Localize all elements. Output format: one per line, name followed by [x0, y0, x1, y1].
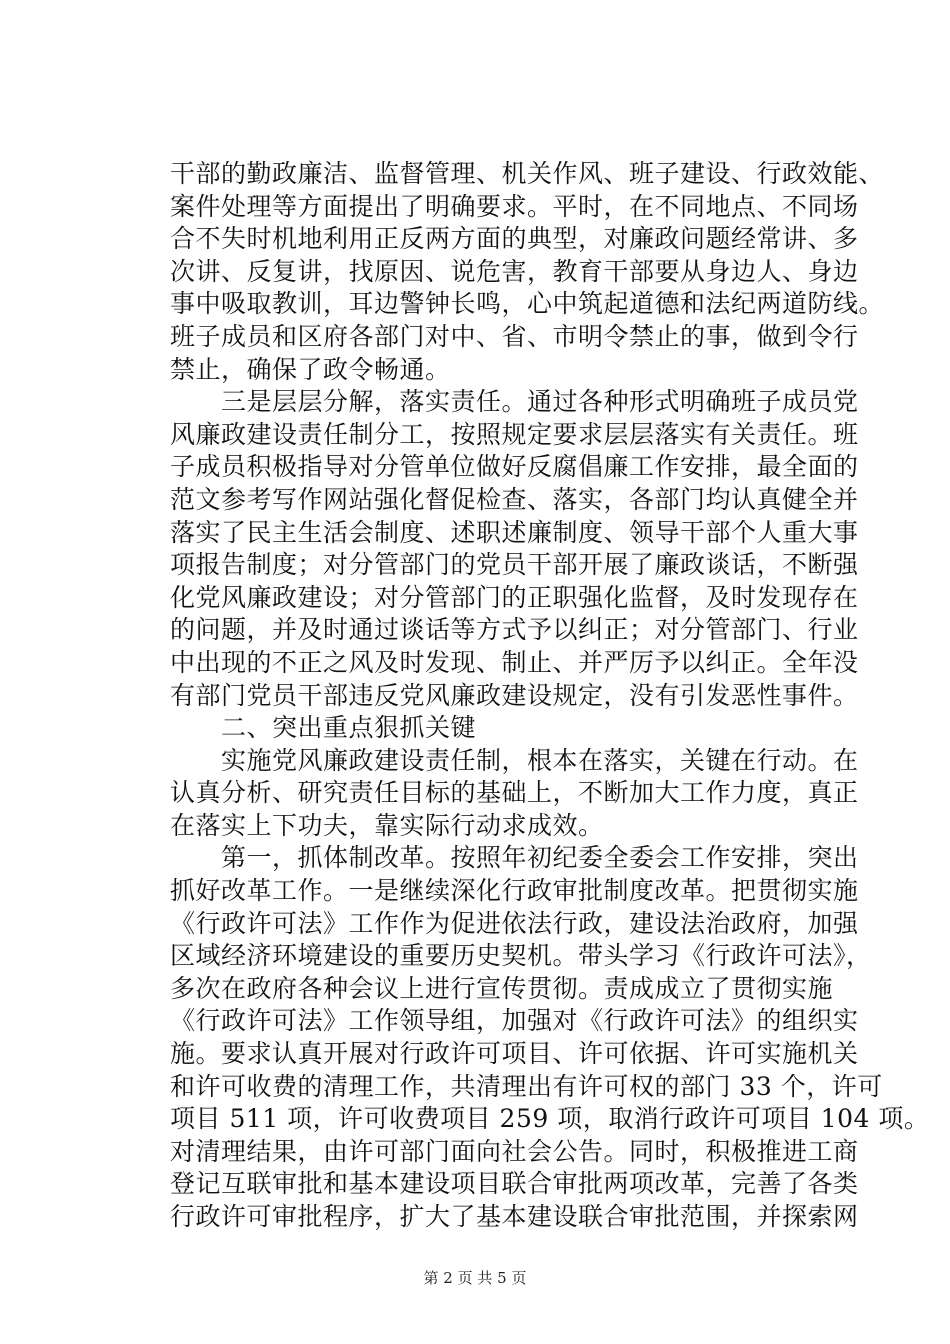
text-line: 第一，抓体制改革。按照年初纪委全委会工作安排，突出	[170, 843, 859, 873]
text-line: 三是层层分解，落实责任。通过各种形式明确班子成员党	[170, 387, 859, 417]
text-line: 抓好改革工作。一是继续深化行政审批制度改革。把贯彻实施	[170, 876, 859, 906]
text-line: 区域经济环境建设的重要历史契机。带头学习《行政许可法》，	[170, 941, 872, 971]
text-line: 事中吸取教训，耳边警钟长鸣，心中筑起道德和法纪两道防线。	[170, 289, 885, 319]
text-line: 范文参考写作网站强化督促检查、落实，各部门均认真健全并	[170, 484, 859, 514]
text-line: 在落实上下功夫，靠实际行动求成效。	[170, 810, 604, 840]
text-line: 风廉政建设责任制分工，按照规定要求层层落实有关责任。班	[170, 419, 859, 449]
section-heading: 二、突出重点狠抓关键	[170, 713, 477, 743]
text-line: 有部门党员干部违反党风廉政建设规定，没有引发恶性事件。	[170, 680, 859, 710]
text-line: 登记互联审批和基本建设项目联合审批两项改革，完善了各类	[170, 1169, 859, 1199]
text-line: 禁止，确保了政令畅通。	[170, 354, 451, 384]
text-line: 对清理结果，由许可部门面向社会公告。同时，积极推进工商	[170, 1136, 859, 1166]
text-line: 实施党风廉政建设责任制，根本在落实，关键在行动。在	[170, 745, 859, 775]
text-line: 认真分析、研究责任目标的基础上，不断加大工作力度，真正	[170, 778, 859, 808]
text-line: 和许可收费的清理工作，共清理出有许可权的部门 33 个，许可	[170, 1071, 883, 1101]
text-line: 多次在政府各种会议上进行宣传贯彻。责成成立了贯彻实施	[170, 973, 834, 1003]
text-line: 落实了民主生活会制度、述职述廉制度、领导干部个人重大事	[170, 517, 859, 547]
text-line: 子成员积极指导对分管单位做好反腐倡廉工作安排，最全面的	[170, 452, 859, 482]
text-line: 案件处理等方面提出了明确要求。平时，在不同地点、不同场	[170, 191, 859, 221]
text-line: 合不失时机地利用正反两方面的典型，对廉政问题经常讲、多	[170, 224, 859, 254]
text-line: 中出现的不正之风及时发现、制止、并严厉予以纠正。全年没	[170, 647, 859, 677]
document-body	[170, 158, 930, 1234]
text-line: 施。要求认真开展对行政许可项目、许可依据、许可实施机关	[170, 1039, 859, 1069]
text-line: 的问题，并及时通过谈话等方式予以纠正；对分管部门、行业	[170, 615, 859, 645]
text-line: 《行政许可法》工作领导组，加强对《行政许可法》的组织实	[170, 1006, 859, 1036]
text-line: 项报告制度；对分管部门的党员干部开展了廉政谈话，不断强	[170, 550, 859, 580]
text-line: 《行政许可法》工作作为促进依法行政，建设法治政府，加强	[170, 908, 859, 938]
text-line: 次讲、反复讲，找原因、说危害，教育干部要从身边人、身边	[170, 256, 859, 286]
text-line: 化党风廉政建设；对分管部门的正职强化监督，及时发现存在	[170, 582, 859, 612]
text-line: 班子成员和区府各部门对中、省、市明令禁止的事，做到令行	[170, 321, 859, 351]
text-line: 干部的勤政廉洁、监督管理、机关作风、班子建设、行政效能、	[170, 159, 885, 188]
page-number-footer: 第 2 页 共 5 页	[423, 1269, 527, 1287]
text-line: 行政许可审批程序，扩大了基本建设联合审批范围，并探索网	[170, 1202, 859, 1231]
text-line: 项目 511 项，许可收费项目 259 项，取消行政许可项目 104 项。	[170, 1104, 930, 1134]
